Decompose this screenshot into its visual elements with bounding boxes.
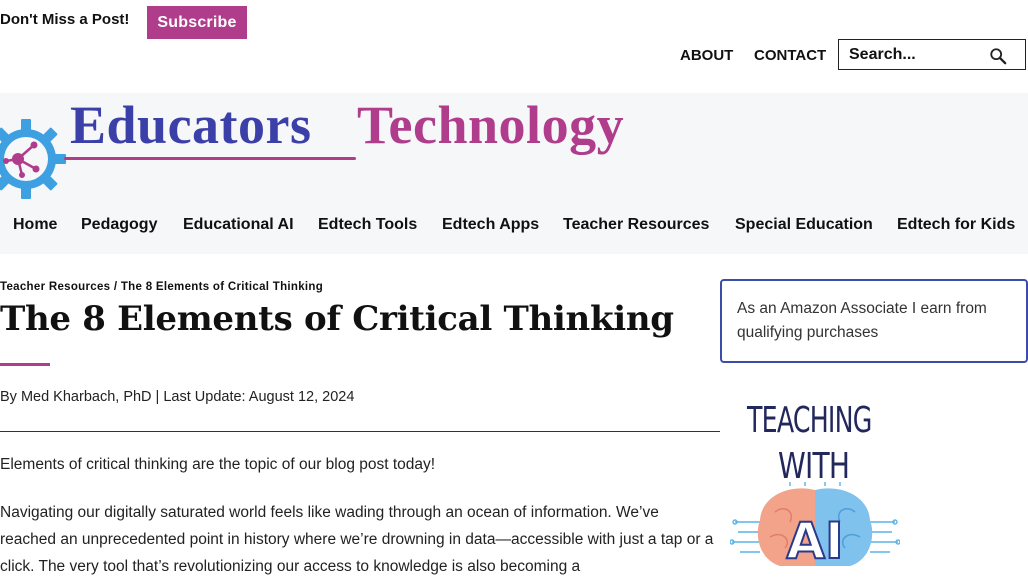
nav-item-educational-ai[interactable]: Educational AI xyxy=(183,216,294,233)
book-ad-teaching-with-ai[interactable] xyxy=(730,390,900,578)
breadcrumb-current: The 8 Elements of Critical Thinking xyxy=(120,281,324,293)
book-title-line3: AI xyxy=(786,512,844,570)
breadcrumb xyxy=(0,281,323,293)
logo-word-technology: Technology xyxy=(357,95,625,155)
nav-item-edtech-for-kids[interactable]: Edtech for Kids xyxy=(897,216,1016,233)
search-input[interactable] xyxy=(849,46,989,64)
article-paragraph-intro: Elements of critical thinking are the topic of our blog post today! xyxy=(0,456,436,473)
breadcrumb-link-teacher-resources[interactable]: Teacher Resources xyxy=(0,281,111,293)
article-paragraph-body: Navigating our digitally saturated world feels like wading through an ocean of information. We’ve reached an unprecedented point in history where we’re drowning in data—accessible with just a tap or a click. The very tool that’s revolutionizing our access to knowledge is also becoming a xyxy=(0,504,714,575)
logo-underline xyxy=(64,157,356,160)
nav-item-pedagogy[interactable]: Pedagogy xyxy=(81,216,158,233)
site-header-banner xyxy=(0,93,1028,254)
logo-word-educators: Educators xyxy=(70,95,312,155)
brain-circuit-icon xyxy=(730,482,900,578)
nav-item-edtech-tools[interactable]: Edtech Tools xyxy=(318,216,418,233)
nav-item-home[interactable]: Home xyxy=(13,216,58,233)
nav-item-teacher-resources[interactable]: Teacher Resources xyxy=(563,216,710,233)
book-title-line2: WITH xyxy=(778,446,850,487)
contact-link[interactable]: CONTACT xyxy=(754,47,827,64)
book-title-line1: TEACHING xyxy=(747,400,872,441)
search-box xyxy=(838,39,1026,70)
page-title: The 8 Elements of Critical Thinking xyxy=(0,299,674,339)
breadcrumb-separator: / xyxy=(110,281,121,293)
subscribe-button[interactable]: Subscribe xyxy=(147,6,247,39)
promo-text: Don't Miss a Post! xyxy=(0,11,130,28)
affiliate-disclosure: As an Amazon Associate I earn from qualifying purchases xyxy=(720,279,1028,363)
byline-divider xyxy=(0,431,720,432)
search-icon[interactable] xyxy=(989,47,1007,65)
about-link[interactable]: ABOUT xyxy=(680,47,734,64)
nav-item-edtech-apps[interactable]: Edtech Apps xyxy=(442,216,540,233)
gear-logo-icon xyxy=(0,117,66,201)
title-accent-rule xyxy=(0,363,50,366)
nav-item-special-education[interactable]: Special Education xyxy=(735,216,873,233)
main-nav xyxy=(0,207,1028,243)
top-bar xyxy=(0,0,1028,92)
article-byline: By Med Kharbach, PhD | Last Update: August 12, 2024 xyxy=(0,389,355,405)
site-logo[interactable] xyxy=(0,93,700,205)
